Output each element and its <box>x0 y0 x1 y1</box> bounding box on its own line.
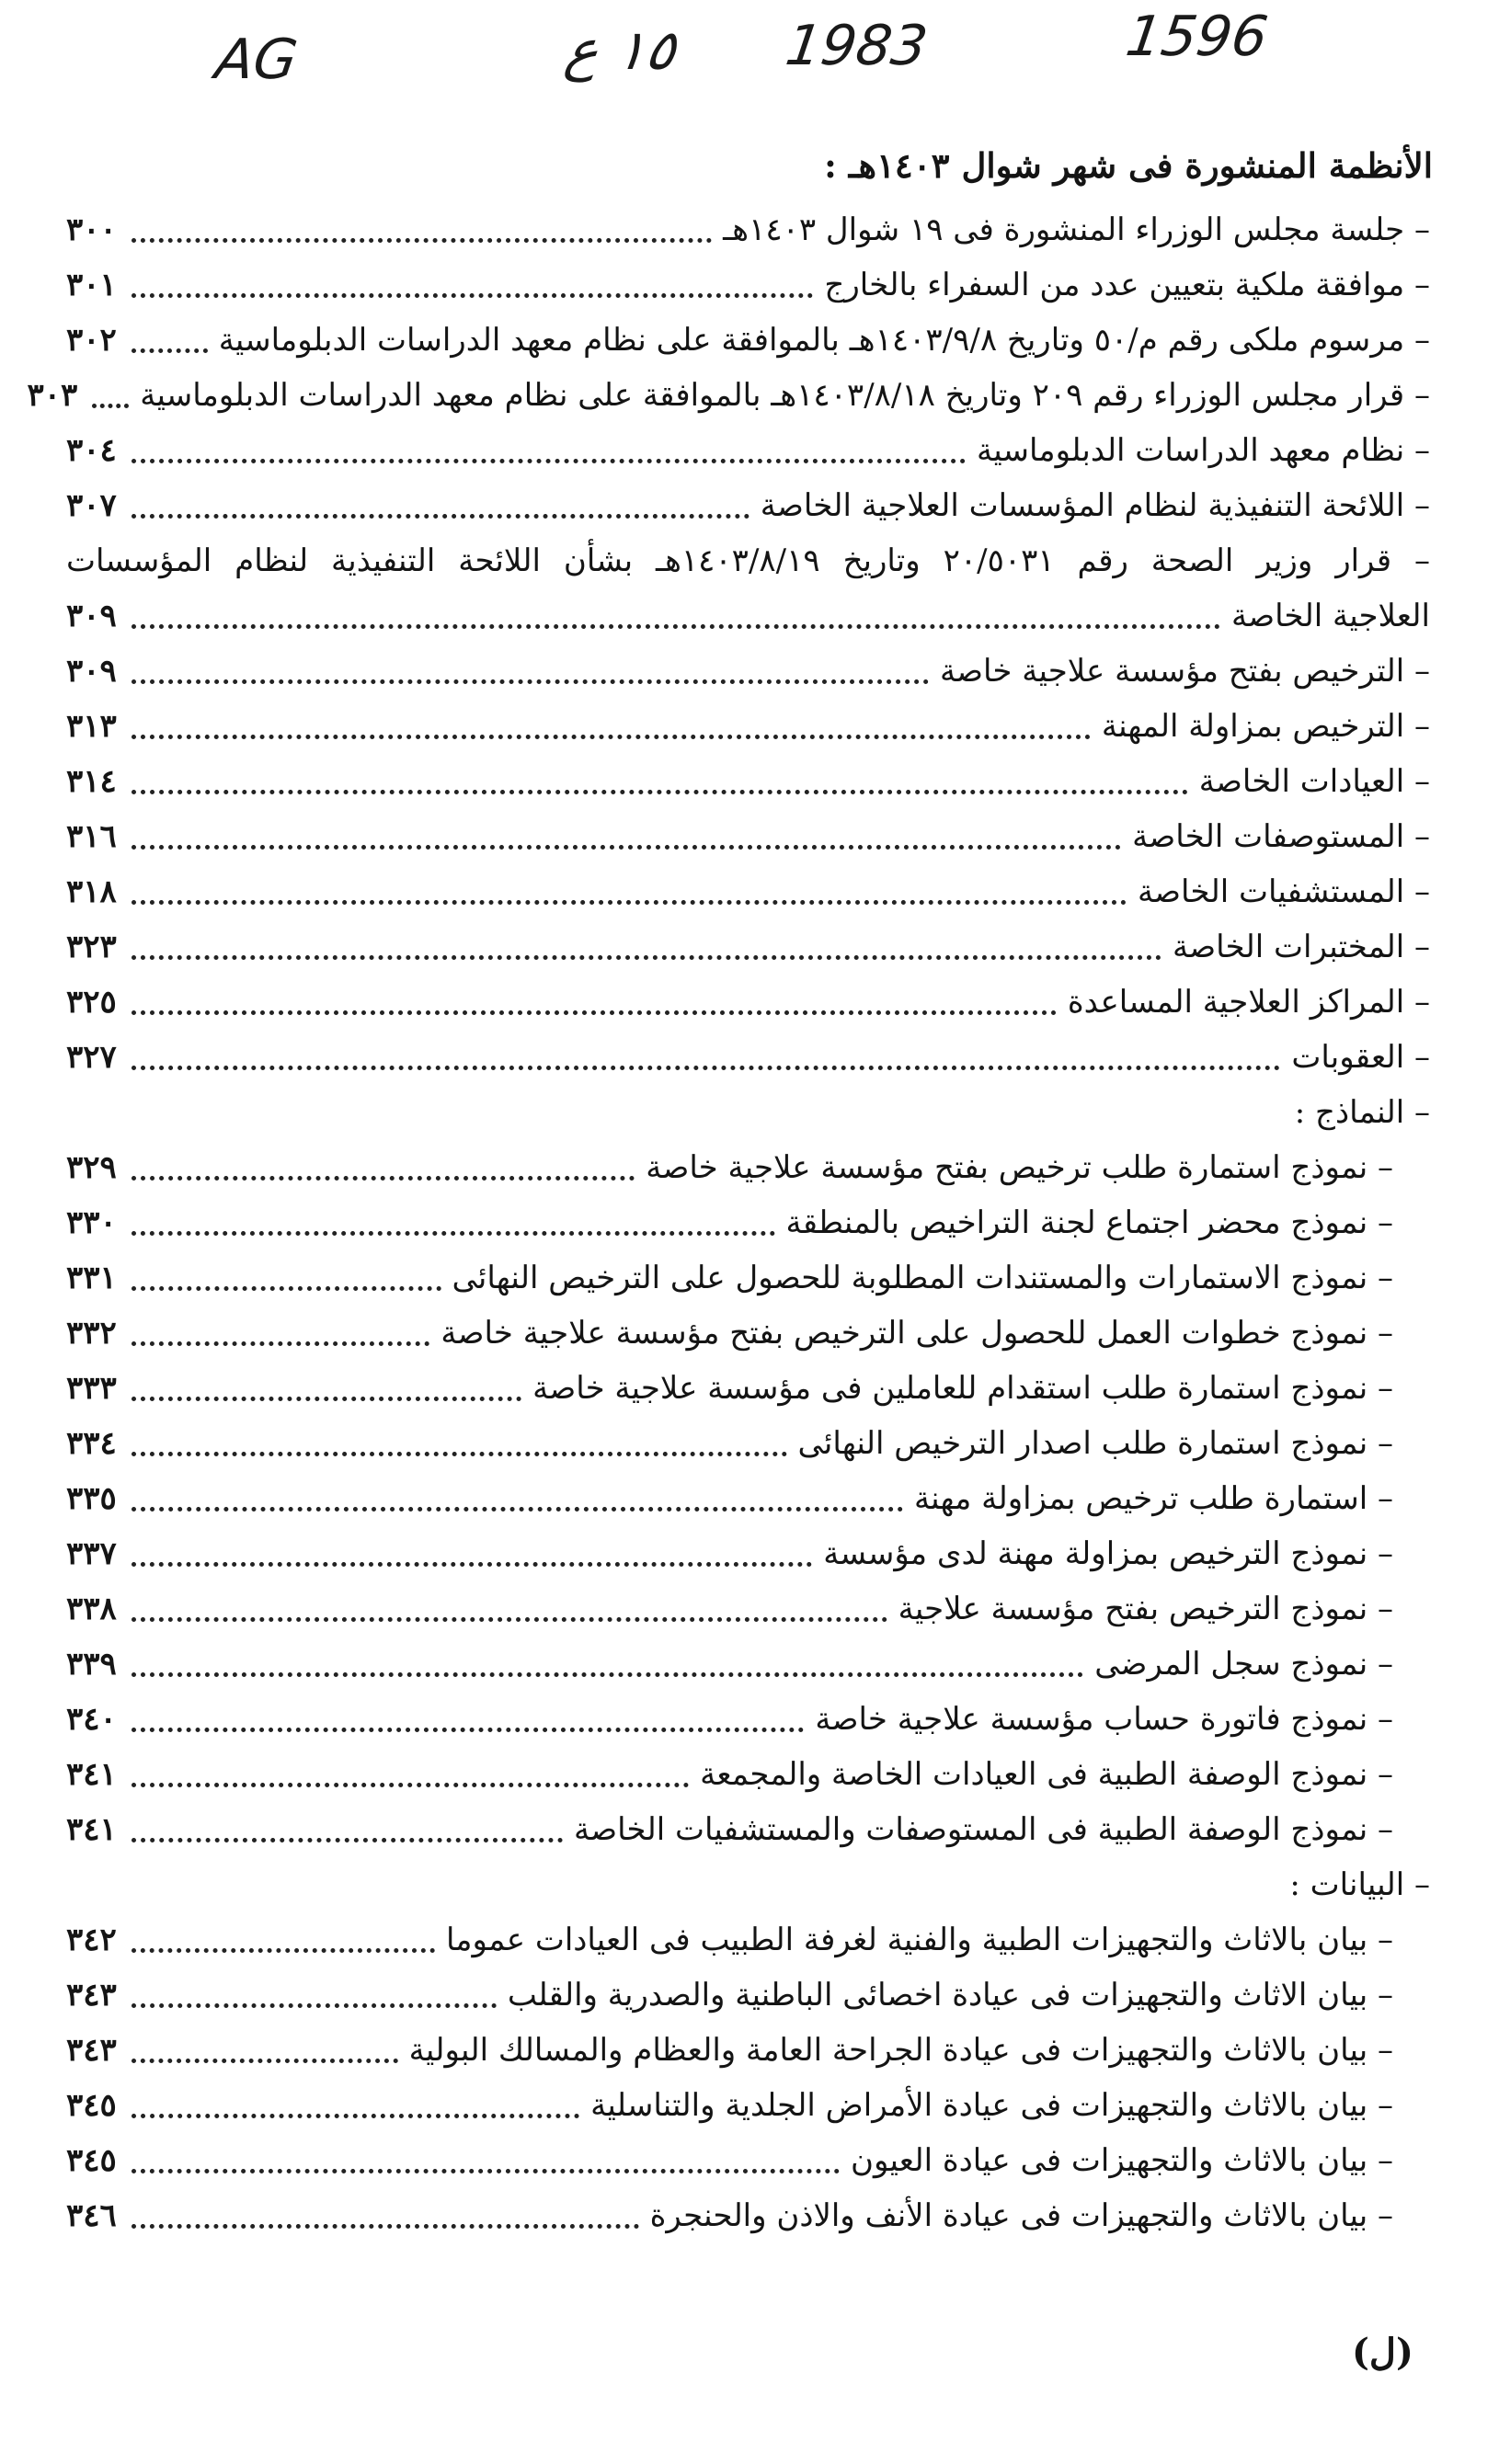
leader-dots <box>132 1562 812 1567</box>
toc-entry-page: ٣٣٢ <box>66 1315 117 1352</box>
leader-dots <box>132 2003 497 2008</box>
toc-entry-page: ٣٤٦ <box>66 2197 117 2234</box>
toc-entry <box>66 1692 1393 1747</box>
toc-entry <box>66 257 1430 313</box>
toc-entry-page: ٣٤٣ <box>66 2032 117 2069</box>
toc-entry-text: – نموذج استمارة طلب ترخيص بفتح مؤسسة علاجية خاصة <box>646 1149 1393 1186</box>
leader-dots <box>132 293 814 298</box>
toc-entry-text: – نموذج الترخيص بمزاولة مهنة لدى مؤسسة <box>823 1535 1393 1572</box>
toc-entry-page: ٣٣٨ <box>66 1591 117 1627</box>
toc-entry-page: ٣٤٣ <box>66 1977 117 2013</box>
toc-entry <box>66 202 1430 257</box>
leader-dots <box>132 2224 639 2229</box>
leader-dots <box>132 1672 1083 1677</box>
section-heading-text: – النماذج : <box>1294 1094 1430 1131</box>
toc-entry-page: ٣٠٠ <box>66 211 117 248</box>
toc-section-heading <box>66 1085 1430 1140</box>
toc-entry <box>66 1195 1393 1250</box>
leader-dots <box>132 514 750 519</box>
toc-entry <box>66 2023 1393 2078</box>
toc-entry-text: – نموذج الترخيص بفتح مؤسسة علاجية <box>898 1591 1393 1627</box>
toc-entry-text: – نظام معهد الدراسات الدبلوماسية <box>977 432 1430 469</box>
toc-entry-wrapped <box>66 533 1430 644</box>
toc-entry-page: ٣٤١ <box>66 1756 117 1793</box>
leader-dots <box>132 1231 775 1236</box>
leader-dots <box>132 348 208 353</box>
toc-entry <box>66 1526 1393 1581</box>
leader-dots <box>132 2169 840 2173</box>
toc-entry-page: ٣٣٣ <box>66 1370 117 1407</box>
toc-entry <box>66 1140 1393 1195</box>
handwritten-number: 1596 <box>1122 5 1272 69</box>
leader-dots <box>132 1783 689 1787</box>
leader-dots <box>132 1948 435 1953</box>
toc-entry-text: – نموذج استمارة طلب اصدار الترخيص النهائى <box>797 1425 1393 1462</box>
toc-entry <box>66 1030 1430 1085</box>
toc-entry <box>66 809 1430 864</box>
toc-entry-page: ٣٠٢ <box>66 322 117 359</box>
toc-entry <box>66 754 1430 809</box>
leader-dots <box>132 679 929 684</box>
toc-entry-text: – مرسوم ملكى رقم م/٥٠ وتاريخ ١٤٠٣/٩/٨هـ بالموافقة على نظام معهد الدراسات الدبلوماسية <box>218 322 1430 359</box>
leader-dots <box>132 2059 398 2063</box>
leader-dots <box>132 1838 563 1842</box>
toc-entry <box>66 1802 1393 1857</box>
toc-entry-text: – نموذج سجل المرضى <box>1094 1646 1393 1683</box>
toc-entry <box>66 864 1430 919</box>
leader-dots <box>132 624 1220 629</box>
toc-entry-text: – استمارة طلب ترخيص بمزاولة مهنة <box>913 1480 1393 1517</box>
toc-entry <box>66 1637 1393 1692</box>
toc-entry-page: ٣٤١ <box>66 1811 117 1848</box>
toc-entry-text: – نموذج الوصفة الطبية فى المستوصفات والمستشفيات الخاصة <box>573 1811 1393 1848</box>
toc-entry <box>66 975 1430 1030</box>
toc-entry-page: ٣١٨ <box>66 873 117 910</box>
toc-entry-text: – بيان الاثاث والتجهيزات فى عيادة اخصائى الباطنية والصدرية والقلب <box>507 1977 1393 2013</box>
toc-entry-text: – بيان بالاثاث والتجهيزات فى عيادة الأنف والاذن والحنجرة <box>649 2197 1393 2234</box>
toc-entry-page: ٣٠٣ <box>27 377 78 414</box>
leader-dots <box>132 735 1091 739</box>
page-footer-marker: (ل) <box>1352 2331 1413 2374</box>
toc-section-heading <box>66 1857 1430 1912</box>
toc-entry <box>66 1747 1393 1802</box>
leader-dots <box>132 1341 430 1346</box>
toc-entry-text: – المراكز العلاجية المساعدة <box>1067 984 1430 1021</box>
toc-entry-page: ٣٠٩ <box>66 598 117 634</box>
toc-entry <box>66 2188 1393 2243</box>
leader-dots <box>132 238 712 243</box>
leader-dots <box>132 1617 887 1622</box>
toc-entry-text: – الترخيص بفتح مؤسسة علاجية خاصة <box>939 653 1430 690</box>
leader-dots <box>132 459 966 463</box>
toc-entry-text: – بيان بالاثاث والتجهيزات الطبية والفنية لغرفة الطبيب فى العيادات عموما <box>445 1922 1393 1958</box>
toc-entry-page: ٣٢٩ <box>66 1149 117 1186</box>
handwritten-annotation: ١٥ ع <box>561 18 681 83</box>
toc-entry <box>66 2133 1393 2188</box>
leader-dots <box>132 955 1161 960</box>
toc-entry-text: – موافقة ملكية بتعيين عدد من السفراء بالخارج <box>824 267 1430 303</box>
toc-entry <box>27 368 1430 423</box>
toc-entry <box>66 1581 1393 1637</box>
toc-entry-text: – نموذج الوصفة الطبية فى العيادات الخاصة والمجمعة <box>700 1756 1393 1793</box>
toc-entry-page: ٣٤٥ <box>66 2087 117 2124</box>
toc-entry-text: – نموذج الاستمارات والمستندات المطلوبة للحصول على الترخيص النهائى <box>452 1260 1393 1296</box>
toc-entry-text: – نموذج محضر اجتماع لجنة التراخيص بالمنطقة <box>785 1204 1393 1241</box>
toc-entry <box>66 644 1430 699</box>
toc-entry-text: – جلسة مجلس الوزراء المنشورة فى ١٩ شوال ١٤٠٣هـ <box>723 211 1430 248</box>
toc-entry-page: ٣١٣ <box>66 708 117 745</box>
section-heading-text: – البيانات : <box>1289 1866 1430 1903</box>
leader-dots <box>132 790 1188 794</box>
toc-entry-page: ٣٠٤ <box>66 432 117 469</box>
toc-entry-page: ٣٣٧ <box>66 1535 117 1572</box>
toc-entry-page: ٣٣١ <box>66 1260 117 1296</box>
toc-entry-page: ٣٣٩ <box>66 1646 117 1683</box>
toc-entry-page: ٣٤٠ <box>66 1701 117 1738</box>
toc-entry <box>66 1968 1393 2023</box>
toc-entry-page: ٣٢٧ <box>66 1039 117 1076</box>
leader-dots <box>132 1066 1281 1070</box>
leader-dots <box>132 845 1121 850</box>
toc-entry-text: – نموذج خطوات العمل للحصول على الترخيص بفتح مؤسسة علاجية خاصة <box>441 1315 1393 1352</box>
toc-entry-text: – نموذج فاتورة حساب مؤسسة علاجية خاصة <box>815 1701 1393 1738</box>
toc-entry-text: – اللائحة التنفيذية لنظام المؤسسات العلاجية الخاصة <box>760 487 1430 524</box>
toc-entry <box>66 1361 1393 1416</box>
toc-entry <box>66 1250 1393 1306</box>
toc-entry-page: ٣٢٥ <box>66 984 117 1021</box>
toc-entry-text: – قرار وزير الصحة رقم ٢٠/٥٠٣١ وتاريخ ١٤٠٣/٨/١٩هـ بشأن اللائحة التنفيذية لنظام المؤسسات <box>66 542 1431 579</box>
leader-dots <box>132 1176 635 1181</box>
toc-entry-page: ٣٠٩ <box>66 653 117 690</box>
toc-entry <box>66 1416 1393 1471</box>
toc-entry-text: – المستشفيات الخاصة <box>1137 873 1430 910</box>
handwritten-year: 1983 <box>782 14 932 78</box>
handwritten-annotation: AG <box>212 28 302 92</box>
toc-entry-text: – قرار مجلس الوزراء رقم ٢٠٩ وتاريخ ١٤٠٣/٨/١٨هـ بالموافقة على نظام معهد الدراسات الدبلوماسية <box>140 377 1430 414</box>
leader-dots <box>132 1397 521 1401</box>
toc-entry <box>66 919 1430 975</box>
leader-dots <box>132 1010 1057 1015</box>
toc-entry-page: ٣٢٣ <box>66 929 117 965</box>
toc-entry-page: ٣٤٢ <box>66 1922 117 1958</box>
toc-entry-page: ٣١٦ <box>66 818 117 855</box>
toc-entry <box>66 699 1430 754</box>
toc-entry-page: ٣٣٠ <box>66 1204 117 1241</box>
toc-entry-page: ٣٣٤ <box>66 1425 117 1462</box>
leader-dots <box>132 1452 787 1456</box>
toc-entry-text: – المختبرات الخاصة <box>1173 929 1430 965</box>
toc-entry <box>66 2078 1393 2133</box>
toc-entry <box>66 1912 1393 1968</box>
toc-entry <box>66 1306 1393 1361</box>
toc-entry-text: – نموذج استمارة طلب استقدام للعاملين فى مؤسسة علاجية خاصة <box>532 1370 1393 1407</box>
toc-entry-text: – الترخيص بمزاولة المهنة <box>1101 708 1430 745</box>
leader-dots <box>132 1286 441 1291</box>
toc-entry-text: – بيان بالاثاث والتجهيزات فى عيادة العيون <box>851 2142 1393 2179</box>
leader-dots <box>132 1728 805 1732</box>
leader-dots <box>132 900 1127 905</box>
toc-entry <box>66 478 1430 533</box>
toc-entry-text-continued: العلاجية الخاصة <box>1230 598 1430 634</box>
toc-entry-page: ٣١٤ <box>66 763 117 800</box>
toc-entry <box>66 423 1430 478</box>
toc-entry-text: – العيادات الخاصة <box>1198 763 1430 800</box>
leader-dots <box>92 404 129 408</box>
page-title: الأنظمة المنشورة فى شهر شوال ١٤٠٣هـ : <box>824 145 1433 186</box>
toc-entry-page: ٣٣٥ <box>66 1480 117 1517</box>
toc-entry <box>66 1471 1393 1526</box>
toc-entry-text: – العقوبات <box>1291 1039 1430 1076</box>
leader-dots <box>132 2114 579 2118</box>
toc-entry <box>66 313 1430 368</box>
toc-entry-text: – بيان بالاثاث والتجهيزات فى عيادة الأمراض الجلدية والتناسلية <box>590 2087 1393 2124</box>
toc-entry-text: – بيان بالاثاث والتجهيزات فى عيادة الجراحة العامة والعظام والمسالك البولية <box>408 2032 1393 2069</box>
toc-entry-text: – المستوصفات الخاصة <box>1132 818 1430 855</box>
toc-entry-page: ٣٤٥ <box>66 2142 117 2179</box>
toc-entry-page: ٣٠١ <box>66 267 117 303</box>
leader-dots <box>132 1507 903 1511</box>
toc-entry-page: ٣٠٧ <box>66 487 117 524</box>
